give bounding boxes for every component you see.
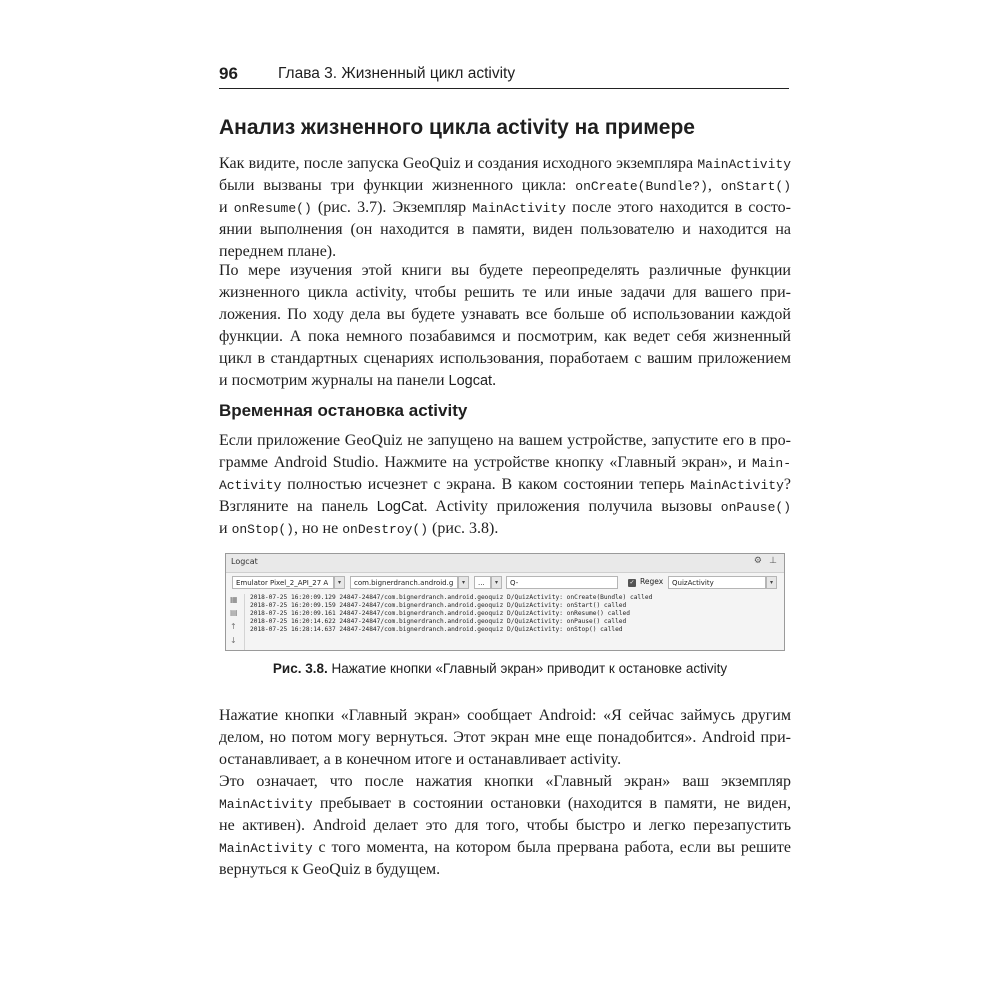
code-mainactivity: MainActivity [219, 841, 313, 856]
ui-logcat: LogCat [376, 499, 424, 515]
text-line: Activity полностью исчезнет с экрана. В каком состоянии теперь MainActivity? [219, 476, 791, 493]
text-line: янии выполнения (он находится в памяти, виден пользователю и находится на [219, 221, 791, 238]
text-line: переднем плане). [219, 243, 337, 260]
logcat-sidebar [226, 594, 245, 650]
log-level-select[interactable]: ... [474, 576, 491, 589]
paragraph-1 [219, 153, 791, 263]
restart-icon[interactable]: ▤ [230, 608, 238, 617]
code-mainactivity: Main- [751, 456, 791, 471]
text-line: функции. А пока немного позабавимся и посмотрим, как ведет себя жизненный [219, 328, 791, 345]
logcat-title: Logcat [231, 557, 258, 566]
device-select[interactable]: Emulator Pixel_2_API_27 A [232, 576, 334, 589]
paragraph-2 [219, 260, 791, 392]
code-oncreate: onCreate(Bundle?) [575, 179, 708, 194]
chevron-down-icon[interactable]: ▾ [491, 576, 502, 589]
paragraph-4 [219, 705, 791, 771]
text-line: делом, но потом могу вернуться. Этот экран мне еще понадобится». Android при- [219, 729, 791, 746]
figure-caption [0, 661, 1000, 676]
figure-caption-text: Нажатие кнопки «Главный экран» приводит к остановке activity [327, 661, 728, 676]
down-arrow-icon[interactable]: ↓ [230, 636, 237, 645]
paragraph-5 [219, 771, 791, 881]
code-onstart: onStart() [720, 179, 792, 194]
process-select[interactable]: com.bignerdranch.android.g [350, 576, 458, 589]
text-line: были вызваны три функции жизненного цикла: onCreate(Bundle?), onStart() [219, 177, 792, 194]
ui-logcat: Logcat [448, 373, 493, 389]
logcat-titlebar [226, 554, 784, 573]
text-line: грамме Android Studio. Нажмите на устройстве кнопку «Главный экран», и Main- [219, 454, 791, 471]
chevron-down-icon[interactable]: ▾ [766, 576, 777, 589]
paragraph-3 [219, 430, 791, 540]
section-title: Анализ жизненного цикла activity на примере [219, 116, 695, 139]
log-output [250, 594, 780, 634]
search-input[interactable]: Q- [506, 576, 618, 589]
code-onresume: onResume() [233, 201, 312, 216]
regex-checkbox[interactable]: ✓ [629, 579, 635, 586]
code-onpause: onPause() [720, 500, 791, 515]
text-line: и onStop(), но не onDestroy() (рис. 3.8). [219, 520, 499, 537]
text-line: Нажатие кнопки «Главный экран» сообщает Android: «Я сейчас займусь другим [219, 707, 791, 724]
text-line: Как видите, после запуска GeoQuiz и создания исходного экземпляра MainActivity [219, 155, 791, 172]
text-line: Это означает, что после нажатия кнопки «Главный экран» ваш экземпляр [219, 773, 791, 790]
chevron-down-icon[interactable]: ▾ [334, 576, 345, 589]
text-line: останавливает, а в конечном итоге и останавливает activity. [219, 751, 622, 768]
code-mainactivity: MainActivity [690, 478, 784, 493]
text-line: Взгляните на панель LogCat. Activity приложения получила вызовы onPause() [219, 498, 791, 515]
code-onstop: onStop() [231, 522, 294, 537]
text-line: MainActivity с того момента, на котором была прервана работа, если вы решите [219, 839, 791, 856]
figure-label: Рис. 3.8. [272, 661, 328, 676]
text-line: По мере изучения этой книги вы будете переопределять различные функции [219, 262, 791, 279]
log-line: 2018-07-25 16:20:09.161 24847-24847/com.bignerdranch.android.geoquiz D/QuizActivity: onResume() called [250, 610, 630, 618]
trash-icon[interactable]: ▦ [230, 595, 238, 604]
text-line: не активен). Android делает это для того, чтобы быстро и легко перезапустить [219, 817, 791, 834]
chapter-title: Глава 3. Жизненный цикл activity [278, 65, 516, 82]
logcat-toolbar [226, 573, 784, 593]
log-line: 2018-07-25 16:20:09.129 24847-24847/com.bignerdranch.android.geoquiz D/QuizActivity: onCreate(Bundle) called [250, 594, 653, 601]
log-line: 2018-07-25 16:20:14.622 24847-24847/com.bignerdranch.android.geoquiz D/QuizActivity: onPause() called [250, 618, 627, 626]
log-line: 2018-07-25 16:20:09.159 24847-24847/com.bignerdranch.android.geoquiz D/QuizActivity: onStart() called [250, 602, 627, 610]
regex-label: Regex [640, 577, 664, 586]
page-number: 96 [219, 64, 238, 83]
filter-select[interactable]: QuizActivity [668, 576, 766, 589]
code-mainactivity: MainActivity [472, 201, 566, 216]
up-arrow-icon[interactable]: ↑ [230, 622, 237, 631]
chevron-down-icon[interactable]: ▾ [458, 576, 469, 589]
text-line: ложения. По ходу дела вы будете узнавать все больше об использовании каждой [219, 306, 791, 323]
log-line: 2018-07-25 16:28:14.637 24847-24847/com.bignerdranch.android.geoquiz D/QuizActivity: onStop() called [250, 626, 623, 634]
subsection-title: Временная остановка activity [219, 401, 468, 420]
running-head [219, 62, 789, 89]
text-line: MainActivity пребывает в состоянии остановки (находится в памяти, не виден, [219, 795, 791, 812]
text-line: Если приложение GeoQuiz не запущено на вашем устройстве, запустите его в про- [219, 432, 791, 449]
code-ondestroy: onDestroy() [342, 522, 429, 537]
gear-icon[interactable]: ⚙ [753, 556, 762, 566]
text-line: жизненного цикла activity, чтобы решить те или иные задачи для вашего при- [219, 284, 791, 301]
text-line: вернуться к GeoQuiz в будущем. [219, 861, 441, 878]
hide-panel-icon[interactable]: ⊥ [769, 556, 777, 566]
code-mainactivity: MainActivity [219, 797, 313, 812]
text-line: и посмотрим журналы на панели Logcat. [219, 372, 497, 389]
logcat-panel [225, 553, 785, 651]
code-mainactivity: MainActivity [697, 157, 791, 172]
text-line: цикл в стандартных сценариях использования, поработаем с вашим приложением [219, 350, 791, 367]
text-line: и onResume() (рис. 3.7). Экземпляр MainActivity после этого находится в состо- [219, 199, 791, 216]
code-mainactivity: Activity [219, 478, 282, 493]
